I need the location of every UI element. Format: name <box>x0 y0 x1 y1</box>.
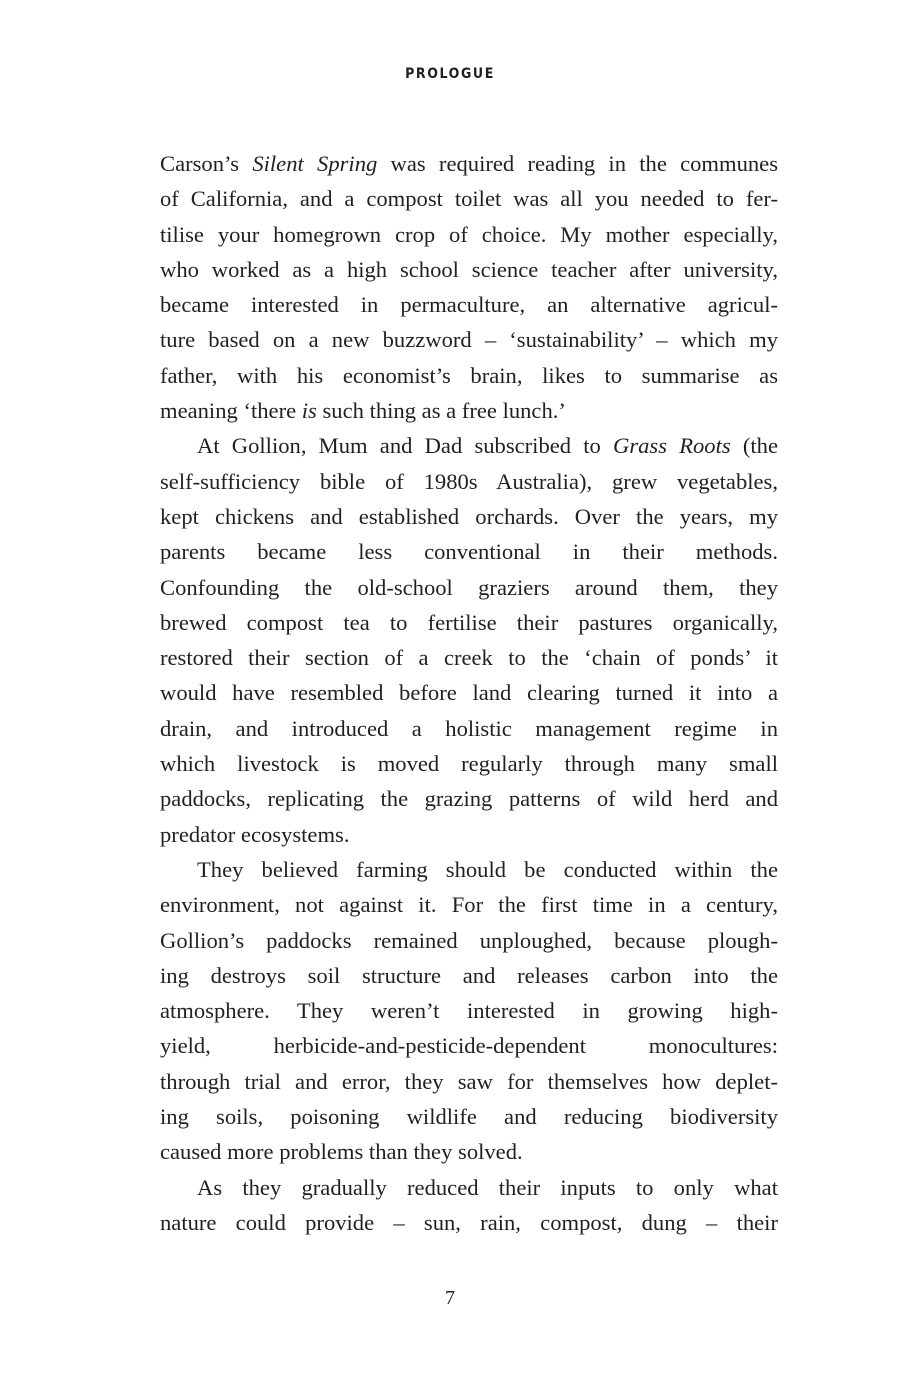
text-run: drain, and introduced a holistic management regime in <box>160 715 778 741</box>
text-line <box>160 146 778 181</box>
text-line <box>160 181 778 216</box>
text-run: As they gradually reduced their inputs to only what <box>197 1174 778 1200</box>
page-number: 7 <box>445 1287 455 1309</box>
text-line <box>160 570 778 605</box>
text-run: became interested in permaculture, an alternative agricul- <box>160 292 778 318</box>
text-line <box>160 852 778 887</box>
text-run: kept chickens and established orchards. Over the years, my <box>160 503 778 529</box>
text-line <box>160 534 778 569</box>
text-run: atmosphere. They weren’t interested in growing high- <box>160 998 778 1024</box>
text-run: brewed compost tea to fertilise their pastures organically, <box>160 609 778 635</box>
text-run: Confounding the old-school graziers around them, they <box>160 574 778 600</box>
text-line <box>160 1028 778 1063</box>
text-run: (the <box>730 433 779 459</box>
body-text <box>160 146 778 1240</box>
text-line <box>160 1064 778 1099</box>
italic-text: Grass Roots <box>613 433 731 459</box>
text-line <box>160 1134 778 1169</box>
text-run: ture based on a new buzzword – ‘sustainability’ – which my <box>160 327 778 353</box>
text-run: At Gollion, Mum and Dad subscribed to <box>197 433 614 459</box>
paragraph <box>160 852 778 1170</box>
text-run: meaning ‘there <box>160 398 302 424</box>
text-line <box>160 464 778 499</box>
text-line <box>160 358 778 393</box>
text-run: ing soils, poisoning wildlife and reducing biodiversity <box>160 1104 778 1130</box>
text-run: was required reading in the communes <box>377 151 778 176</box>
text-run: such thing as a free lunch.’ <box>316 398 566 424</box>
text-line <box>160 675 778 710</box>
text-run: paddocks, replicating the grazing patterns of wild herd and <box>160 786 778 812</box>
text-run: ing destroys soil structure and releases carbon into the <box>160 962 778 988</box>
text-line <box>160 217 778 252</box>
text-line <box>160 746 778 781</box>
text-run: father, with his economist’s brain, likes to summarise as <box>160 362 778 388</box>
text-run: which livestock is moved regularly through many small <box>160 751 778 777</box>
text-line <box>160 1170 778 1205</box>
text-run: self-sufficiency bible of 1980s Australia), grew vegetables, <box>160 468 778 494</box>
text-run: predator ecosystems. <box>160 821 350 847</box>
text-run: Carson’s <box>160 151 253 176</box>
text-line <box>160 817 778 852</box>
text-line <box>160 252 778 287</box>
running-head: PROLOGUE <box>405 66 495 82</box>
text-line <box>160 711 778 746</box>
italic-text: is <box>301 398 317 424</box>
text-line <box>160 887 778 922</box>
paragraph <box>160 1170 778 1241</box>
italic-text: Silent Spring <box>252 151 378 176</box>
text-run: through trial and error, they saw for themselves how deplet- <box>160 1068 778 1094</box>
paragraph <box>160 146 778 428</box>
text-line <box>160 287 778 322</box>
text-line <box>160 393 778 428</box>
text-line <box>160 1205 778 1240</box>
text-run: tilise your homegrown crop of choice. My mother especially, <box>160 221 778 247</box>
paragraph <box>160 428 778 852</box>
text-run: who worked as a high school science teacher after university, <box>160 256 778 282</box>
text-line <box>160 322 778 357</box>
text-line <box>160 958 778 993</box>
text-line <box>160 993 778 1028</box>
text-run: restored their section of a creek to the ‘chain of ponds’ it <box>160 645 778 671</box>
text-run: They believed farming should be conducted within the <box>197 856 778 882</box>
text-run: Gollion’s paddocks remained unploughed, because plough- <box>160 927 778 953</box>
text-line <box>160 1099 778 1134</box>
text-line <box>160 428 778 463</box>
text-line <box>160 640 778 675</box>
text-line <box>160 605 778 640</box>
text-run: yield, herbicide-and-pesticide-dependent monocultures: <box>160 1033 778 1059</box>
text-run: parents became less conventional in their methods. <box>160 539 778 565</box>
text-line <box>160 499 778 534</box>
text-run: of California, and a compost toilet was all you needed to fer- <box>160 186 778 212</box>
text-line <box>160 781 778 816</box>
text-run: caused more problems than they solved. <box>160 1139 523 1165</box>
text-run: would have resembled before land clearing turned it into a <box>160 680 778 706</box>
text-run: nature could provide – sun, rain, compost, dung – their <box>160 1209 778 1235</box>
text-run: environment, not against it. For the first time in a century, <box>160 892 778 918</box>
text-line <box>160 923 778 958</box>
